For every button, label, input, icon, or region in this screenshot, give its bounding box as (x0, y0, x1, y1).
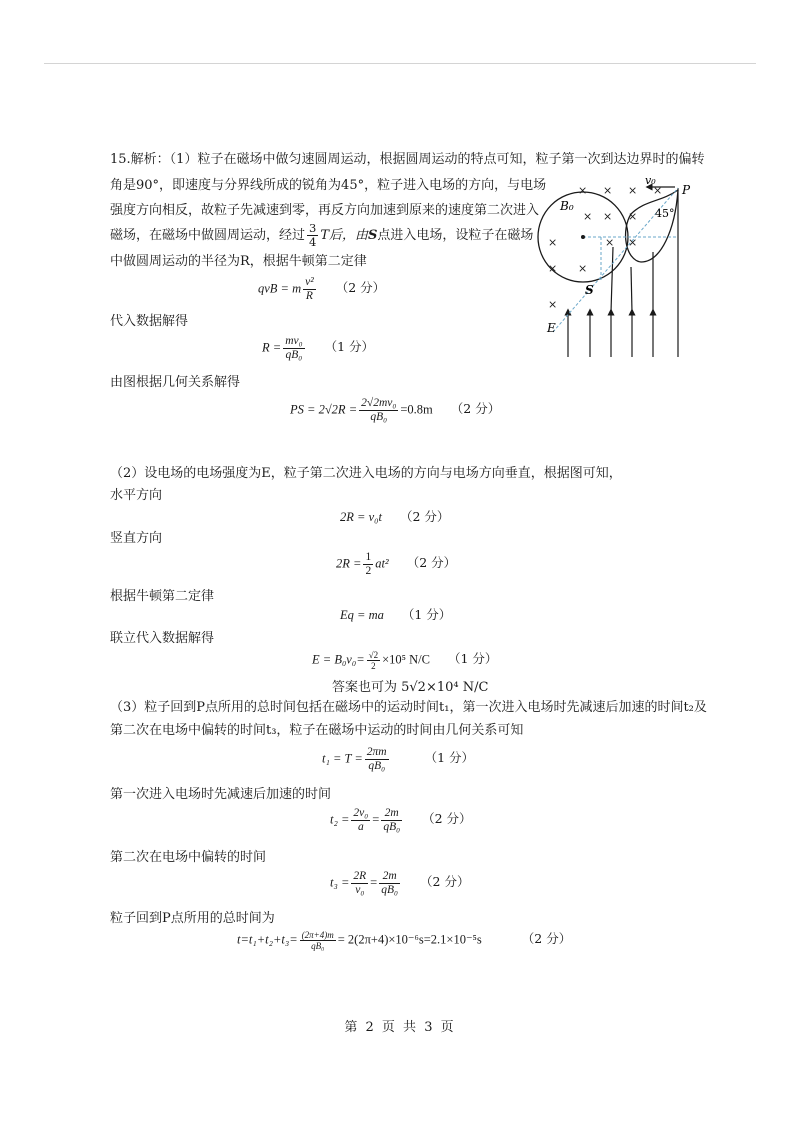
alternate-answer: 答案也可为 5√2×10⁴ N/C (332, 680, 489, 695)
fraction-three-quarters: $\frac{3}{4}$ (309, 221, 317, 249)
line-4a: 磁场，在磁场中做圆周运动，经过 (110, 228, 306, 243)
part3-line2: 第二次在电场中偏转的时间t₃，粒子在磁场中运动的时间由几何关系可知 (110, 723, 524, 738)
svg-text:×: × (548, 298, 558, 311)
substitute-text: 代入数据解得 (110, 314, 189, 329)
equation-1: qvB = m $\frac{\text{v²}}{R}$ （2 分） (258, 276, 386, 302)
svg-text:×: × (628, 184, 638, 197)
svg-text:×: × (603, 184, 613, 197)
horizontal-label: 水平方向 (110, 488, 163, 503)
label-b0: B₀ (560, 199, 574, 213)
combine-label: 联立代入数据解得 (110, 631, 215, 646)
svg-text:×: × (628, 236, 638, 249)
equation-10: t₃ = $\frac{2R}{\text{v₀}}$ = $\frac{2m}{\text{qB₀}}$ （2 分） (330, 870, 470, 896)
svg-text:×: × (578, 184, 588, 197)
svg-text:×: × (548, 236, 558, 249)
equation-4: 2R = v₀t （2 分） (340, 509, 450, 524)
line-4 (110, 222, 533, 249)
equation-3: PS = 2√2R = $\frac{\text{2√2mv₀}}{\text{qB₀}}$ =0.8m （2 分） (290, 397, 501, 423)
header-rule (44, 63, 756, 64)
part3-line1: （3）粒子回到P点所用的总时间包括在磁场中的运动时间t₁，第一次进入电场时先减速后加速的时间t₂及 (110, 700, 707, 715)
newton-label: 根据牛顿第二定律 (110, 589, 215, 604)
line-4b: T后，由 (320, 228, 369, 243)
equation-8: t₁ = T = $\frac{2\pi m}{\text{qB₀}}$ （1 分） (322, 746, 475, 772)
label-angle: 45° (655, 207, 675, 220)
label-v0: v₀ (645, 174, 656, 187)
equation-11: t=t₁+t₂+t₃= $\frac{(2\pi+4)m}{\text{qB₀}}$ = 2(2π+4)×10⁻⁶s=2.1×10⁻⁵s （2 分） (237, 930, 572, 951)
part3-total-label: 粒子回到P点所用的总时间为 (110, 911, 275, 926)
label-s: S (585, 283, 594, 297)
equation-6: Eq = ma （1 分） (340, 607, 452, 622)
part3-t3-label: 第二次在电场中偏转的时间 (110, 850, 267, 865)
svg-text:×: × (548, 262, 558, 275)
geometry-text: 由图根据几何关系解得 (110, 375, 241, 390)
part2-intro: （2）设电场的电场强度为E，粒子第二次进入电场的方向与电场方向垂直，根据图可知， (110, 466, 622, 481)
page-footer: 第 2 页 共 3 页 (344, 1020, 456, 1035)
svg-text:×: × (653, 184, 663, 197)
svg-text:×: × (628, 210, 638, 223)
vertical-label: 竖直方向 (110, 531, 163, 546)
line-5: 中做圆周运动的半径为R，根据牛顿第二定律 (110, 254, 367, 269)
svg-text:×: × (583, 210, 593, 223)
line-4c: S (368, 228, 378, 243)
equation-5: 2R = $\frac{1}{2}$ at² （2 分） (336, 551, 457, 577)
label-e: E (547, 321, 556, 335)
line-3: 强度方向相反，故粒子先减速到零，再反方向加速到原来的速度第二次进入 (110, 203, 540, 218)
circle-center (581, 235, 585, 239)
part3-t2-label: 第一次进入电场时先减速后加速的时间 (110, 787, 332, 802)
line-2: 角是90°，即速度与分界线所成的锐角为45°，粒子进入电场的方向，与电场 (110, 178, 547, 193)
trajectory-arc (626, 190, 678, 262)
line-1: 15.解析：（1）粒子在磁场中做匀速圆周运动，根据圆周运动的特点可知，粒子第一次到达边界时的偏转 (110, 152, 705, 167)
svg-text:×: × (603, 210, 613, 223)
svg-text:×: × (605, 236, 615, 249)
equation-7: E = B₀v₀= $\frac{√2}{2}$ ×10⁵ N/C （1 分） (312, 650, 498, 671)
equation-2: R = $\frac{\text{mv₀}}{\text{qB₀}}$ （1 分） (262, 335, 375, 361)
equation-9: t₂ = $\frac{\text{2v₀}}{a}$ = $\frac{2m}{\text{qB₀}}$ （2 分） (330, 807, 472, 833)
svg-text:×: × (578, 262, 588, 275)
line-4d: 点进入电场，设粒子在磁场 (377, 228, 534, 243)
physics-diagram (533, 172, 693, 357)
label-p: P (682, 183, 691, 197)
